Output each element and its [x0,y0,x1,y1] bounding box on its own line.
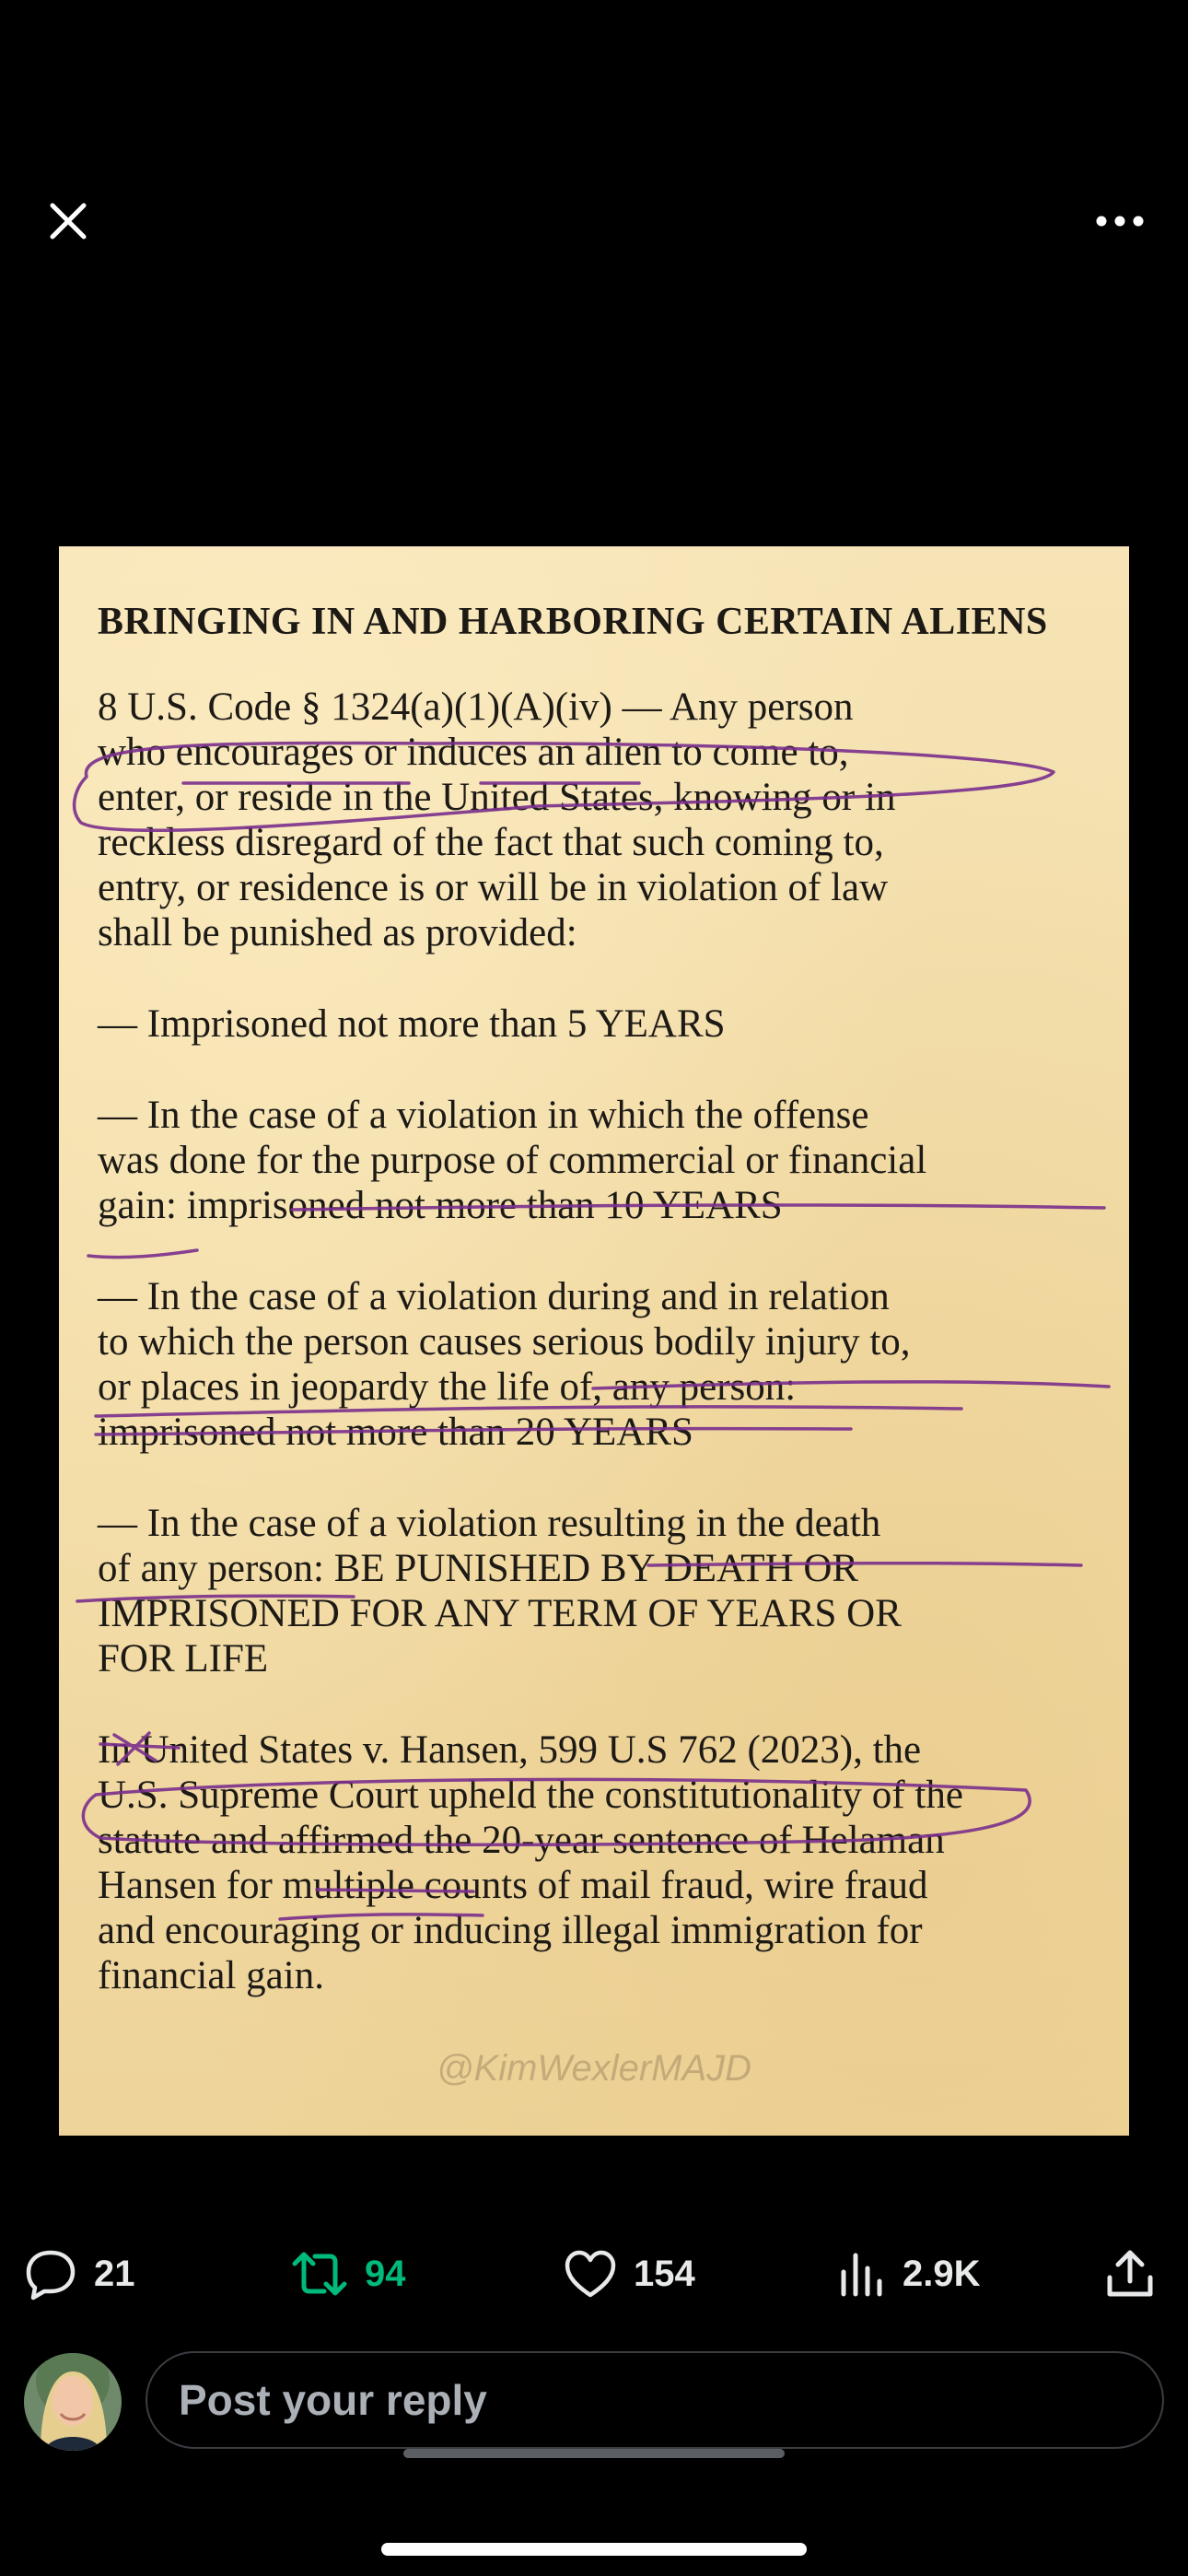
post-actions-bar [0,2237,1188,2311]
text-line: was done for the purpose of commercial or financial [98,1139,927,1182]
text-line: IMPRISONED FOR ANY TERM OF YEARS OR [98,1592,902,1635]
case-paragraph [98,1727,1096,1998]
share-button[interactable] [1105,2237,1155,2311]
scroll-indicator [403,2449,785,2458]
text-line: or places in jeopardy the life of, any person: [98,1365,797,1409]
repost-count: 94 [365,2253,406,2294]
close-icon [47,200,89,242]
statute-paragraph [98,685,1096,955]
text-line: statute and affirmed the 20-year sentence of Helaman [98,1819,945,1862]
reply-count: 21 [94,2253,135,2294]
close-button[interactable] [22,175,114,267]
text-line: FOR LIFE [98,1637,269,1680]
post-image[interactable] [59,546,1129,2136]
text-line: — Imprisoned not more than 5 YEARS [98,1002,726,1046]
views-icon [838,2250,886,2298]
heart-icon [564,2249,617,2299]
avatar[interactable] [24,2353,122,2451]
repost-icon [291,2249,348,2299]
reply-input[interactable] [146,2351,1164,2449]
text-line: and encouraging or inducing illegal immigration for [98,1909,923,1952]
text-line: to which the person causes serious bodily injury to, [98,1320,911,1364]
reply-composer [24,2351,1164,2453]
more-horizontal-icon [1094,214,1146,228]
penalty-paragraph-3 [98,1274,1096,1455]
text-line: 8 U.S. Code § 1324(a)(1)(A)(iv) — Any person [98,685,854,729]
reply-button[interactable] [24,2237,135,2311]
more-options-button[interactable] [1074,175,1166,267]
text-line: — In the case of a violation during and in relation [98,1275,890,1318]
like-count: 154 [634,2253,695,2294]
text-line: gain: imprisoned not more than 10 YEARS [98,1184,783,1227]
text-line: financial gain. [98,1954,324,1997]
penalty-paragraph-2 [98,1093,1096,1228]
watermark: @KimWexlerMAJD [436,2048,752,2089]
text-line: imprisoned not more than 20 YEARS [98,1411,693,1454]
text-line: shall be punished as provided: [98,911,577,954]
like-button[interactable] [564,2237,695,2311]
text-line: Hansen for multiple counts of mail fraud, wire fraud [98,1864,928,1907]
text-line: who encourages or induces an alien to come to, [98,731,849,774]
text-line: In United States v. Hansen, 599 U.S 762 (2023), the [98,1728,922,1772]
reply-icon [24,2247,77,2301]
text-line: reckless disregard of the fact that such coming to, [98,821,884,864]
text-line: of any person: BE PUNISHED BY DEATH OR [98,1547,859,1590]
penalty-paragraph-4 [98,1501,1096,1681]
text-line: — In the case of a violation in which the offense [98,1094,869,1137]
penalty-paragraph-1 [98,1001,1096,1047]
repost-button[interactable] [291,2237,406,2311]
reply-placeholder: Post your reply [179,2376,487,2424]
text-line: entry, or residence is or will be in violation of law [98,866,889,909]
text-line: — In the case of a violation resulting in the death [98,1502,881,1545]
text-line: U.S. Supreme Court upheld the constitutionality of the [98,1774,963,1817]
document-title: BRINGING IN AND HARBORING CERTAIN ALIENS [98,601,1048,643]
text-line: enter, or reside in the United States, knowing or in [98,776,896,819]
share-icon [1105,2248,1155,2300]
home-indicator[interactable] [381,2543,807,2556]
views-button[interactable] [838,2237,981,2311]
views-count: 2.9K [903,2253,981,2294]
